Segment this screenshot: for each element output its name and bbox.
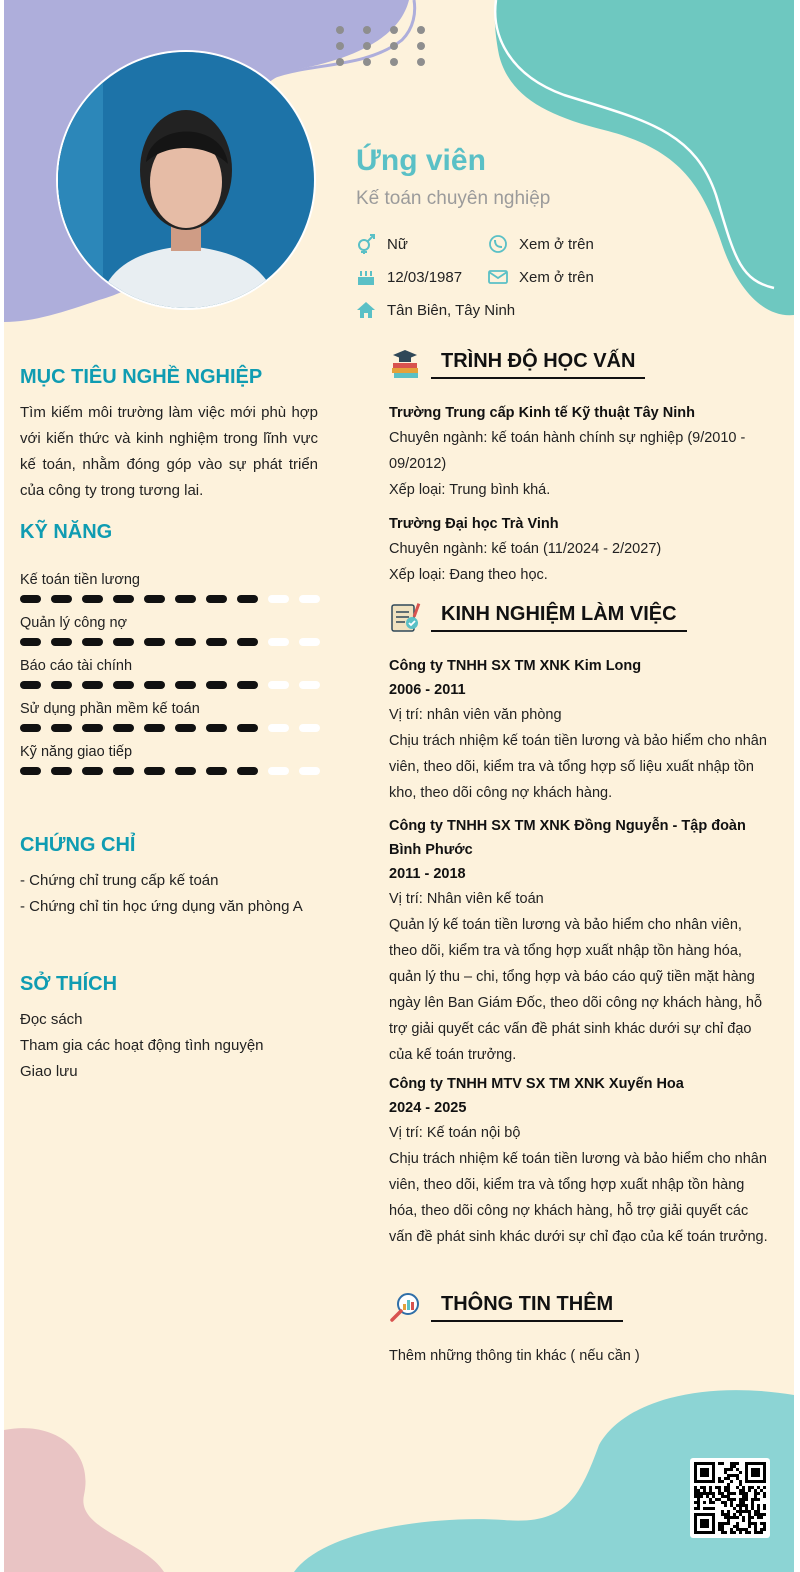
skill-rating-segment: [206, 724, 227, 732]
position-text: Vị trí: nhân viên văn phòng: [389, 707, 562, 723]
skill-rating-segment: [268, 595, 289, 603]
phone-row: [488, 234, 594, 254]
skill-rating-segment: [113, 638, 134, 646]
certificates-list: [20, 868, 303, 920]
skill-rating-segment: [268, 681, 289, 689]
major-text: Chuyên ngành: kế toán (11/2024 - 2/2027): [389, 541, 662, 557]
skill-name: Sử dụng phần mềm kế toán: [20, 701, 200, 717]
skill-name: Kỹ năng giao tiếp: [20, 744, 133, 760]
skill-rating-bar: [20, 767, 330, 775]
email-text: Xem ở trên: [519, 268, 594, 286]
email-row: [488, 267, 594, 287]
company-name: Công ty TNHH MTV SX TM XNK Xuyến Hoa: [389, 1076, 684, 1092]
school-name: Trường Trung cấp Kinh tế Kỹ thuật Tây Ninh: [389, 405, 695, 421]
skill-rating-segment: [206, 638, 227, 646]
skill-rating-segment: [299, 724, 320, 732]
experience-item: [389, 814, 769, 1068]
skills-list: [20, 572, 330, 787]
skill-rating-segment: [175, 638, 196, 646]
extra-header: [389, 1291, 623, 1323]
period-text: 2011 - 2018: [389, 866, 466, 882]
skill-rating-segment: [51, 681, 72, 689]
skill-rating-segment: [20, 724, 41, 732]
skill-rating-segment: [268, 638, 289, 646]
skill-rating-segment: [51, 638, 72, 646]
skill-item: [20, 744, 330, 775]
skill-item: [20, 701, 330, 732]
phone-text: Xem ở trên: [519, 235, 594, 253]
skill-rating-segment: [206, 595, 227, 603]
gender-row: [356, 234, 408, 254]
skill-rating-segment: [144, 724, 165, 732]
hobbies-list: [20, 1007, 264, 1085]
education-title: TRÌNH ĐỘ HỌC VẤN: [431, 350, 645, 379]
period-text: 2006 - 2011: [389, 682, 466, 698]
hobbies-heading: SỞ THÍCH: [20, 973, 118, 995]
skill-rating-segment: [144, 595, 165, 603]
skill-rating-segment: [82, 595, 103, 603]
birthday-text: 12/03/1987: [387, 268, 463, 286]
certificates-heading: CHỨNG CHỈ: [20, 834, 136, 856]
birthday-icon: [356, 267, 376, 287]
skill-rating-segment: [206, 681, 227, 689]
skill-rating-segment: [51, 767, 72, 775]
skill-name: Quản lý công nợ: [20, 615, 128, 631]
skill-name: Kế toán tiền lương: [20, 572, 140, 588]
skill-item: [20, 572, 330, 603]
skill-rating-segment: [82, 767, 103, 775]
skill-rating-bar: [20, 595, 330, 603]
skill-rating-segment: [144, 638, 165, 646]
skill-rating-segment: [175, 767, 196, 775]
gender-text: Nữ: [387, 235, 408, 253]
skill-rating-segment: [237, 724, 258, 732]
extra-title: THÔNG TIN THÊM: [431, 1293, 623, 1322]
skill-rating-segment: [51, 595, 72, 603]
skill-rating-segment: [113, 724, 134, 732]
candidate-title: Kế toán chuyên nghiệp: [356, 188, 551, 209]
objective-text: Tìm kiếm môi trường làm việc mới phù hợp với kiến thức và kinh nghiệm trong lĩnh vực kế toán, nhằm đóng góp vào sự phát triển của công ty trong tương lai.: [20, 404, 318, 499]
skill-rating-segment: [144, 681, 165, 689]
skill-rating-segment: [20, 638, 41, 646]
school-name: Trường Đại học Trà Vinh: [389, 516, 559, 532]
skill-rating-segment: [237, 681, 258, 689]
phone-icon: [488, 234, 508, 254]
grade-text: Xếp loại: Trung bình khá.: [389, 482, 551, 498]
info-icon: [389, 1291, 421, 1323]
candidate-name: Ứng viên: [356, 144, 486, 177]
experience-list: [389, 654, 769, 1250]
skill-rating-segment: [20, 595, 41, 603]
certificate-item: - Chứng chỉ trung cấp kế toán: [20, 872, 219, 889]
education-list: [389, 401, 769, 588]
experience-item: [389, 654, 769, 806]
address-text: Tân Biên, Tây Ninh: [387, 301, 516, 319]
skill-rating-segment: [113, 595, 134, 603]
education-icon: [389, 348, 421, 380]
skill-rating-segment: [144, 767, 165, 775]
skill-rating-segment: [175, 595, 196, 603]
gender-icon: [356, 234, 376, 254]
skill-rating-segment: [82, 724, 103, 732]
description-text: Chịu trách nhiệm kế toán tiền lương và bảo hiểm cho nhân viên, theo dõi, kiểm tra và tổng hợp xuất nhập tồn hàng hóa, theo dõi công nợ khách hàng, hỗ trợ giải quyết các vấn đề phát sinh khác dưới sự chỉ đạo của kế toán trưởng.: [389, 1151, 768, 1245]
skill-rating-segment: [268, 767, 289, 775]
position-text: Vị trí: Nhân viên kế toán: [389, 891, 544, 907]
experience-item: [389, 1072, 769, 1250]
position-text: Vị trí: Kế toán nội bộ: [389, 1125, 521, 1141]
skill-rating-bar: [20, 681, 330, 689]
skill-rating-segment: [175, 724, 196, 732]
skill-rating-segment: [113, 681, 134, 689]
skill-rating-segment: [268, 724, 289, 732]
skill-rating-segment: [82, 681, 103, 689]
skill-rating-segment: [299, 767, 320, 775]
education-item: [389, 512, 769, 588]
objective-heading: MỤC TIÊU NGHỀ NGHIỆP: [20, 366, 263, 388]
experience-title: KINH NGHIỆM LÀM VIỆC: [431, 603, 687, 632]
skill-rating-segment: [299, 595, 320, 603]
qr-code: [690, 1458, 770, 1538]
skill-rating-segment: [51, 724, 72, 732]
education-header: [389, 348, 645, 380]
period-text: 2024 - 2025: [389, 1100, 467, 1116]
extra-text: Thêm những thông tin khác ( nếu cần ): [389, 1348, 640, 1364]
skill-rating-segment: [206, 767, 227, 775]
grade-text: Xếp loại: Đang theo học.: [389, 567, 548, 583]
company-name: Công ty TNHH SX TM XNK Kim Long: [389, 658, 642, 674]
skill-rating-segment: [237, 595, 258, 603]
skill-rating-segment: [299, 681, 320, 689]
hobby-item: Giao lưu: [20, 1063, 78, 1080]
experience-icon: [389, 601, 421, 633]
skill-rating-segment: [237, 638, 258, 646]
home-icon: [356, 300, 376, 320]
education-item: [389, 401, 769, 503]
skill-rating-segment: [113, 767, 134, 775]
skill-rating-bar: [20, 638, 330, 646]
certificate-item: - Chứng chỉ tin học ứng dụng văn phòng A: [20, 898, 303, 915]
birthday-row: [356, 267, 462, 287]
major-text: Chuyên ngành: kế toán hành chính sự nghiệp (9/2010 - 09/2012): [389, 430, 746, 472]
cv-page: [4, 0, 794, 1572]
skill-rating-bar: [20, 724, 330, 732]
skills-heading: KỸ NĂNG: [20, 521, 113, 543]
skill-rating-segment: [175, 681, 196, 689]
experience-header: [389, 601, 687, 633]
hobby-item: Tham gia các hoạt động tình nguyện: [20, 1037, 264, 1054]
profile-photo: [56, 50, 316, 310]
description-text: Chịu trách nhiệm kế toán tiền lương và bảo hiểm cho nhân viên, theo dõi, kiểm tra và tổng hợp số liệu xuất nhập tồn kho, theo dõi công nợ khách hàng.: [389, 733, 767, 801]
hobby-item: Đọc sách: [20, 1011, 83, 1028]
email-icon: [488, 267, 508, 287]
address-row: [356, 300, 515, 320]
skill-rating-segment: [20, 767, 41, 775]
skill-rating-segment: [20, 681, 41, 689]
skill-rating-segment: [237, 767, 258, 775]
qr-code-pattern: [694, 1462, 766, 1534]
skill-item: [20, 615, 330, 646]
skill-rating-segment: [82, 638, 103, 646]
description-text: Quản lý kế toán tiền lương và bảo hiểm cho nhân viên, theo dõi, kiểm tra và tổng hợp xuất nhập tồn hàng hóa, quản lý thu – chi, tổng hợp và báo cáo quỹ tiền mặt hàng ngày lên Ban Giám Đốc, theo dõi công nợ khách hàng, hỗ trợ giải quyết các vấn đề phát sinh khác dưới sự chỉ đạo của kế toán trưởng.: [389, 917, 763, 1063]
company-name: Công ty TNHH SX TM XNK Đồng Nguyễn - Tập đoàn Bình Phước: [389, 818, 746, 858]
skill-item: [20, 658, 330, 689]
skill-rating-segment: [299, 638, 320, 646]
skill-name: Báo cáo tài chính: [20, 658, 133, 674]
